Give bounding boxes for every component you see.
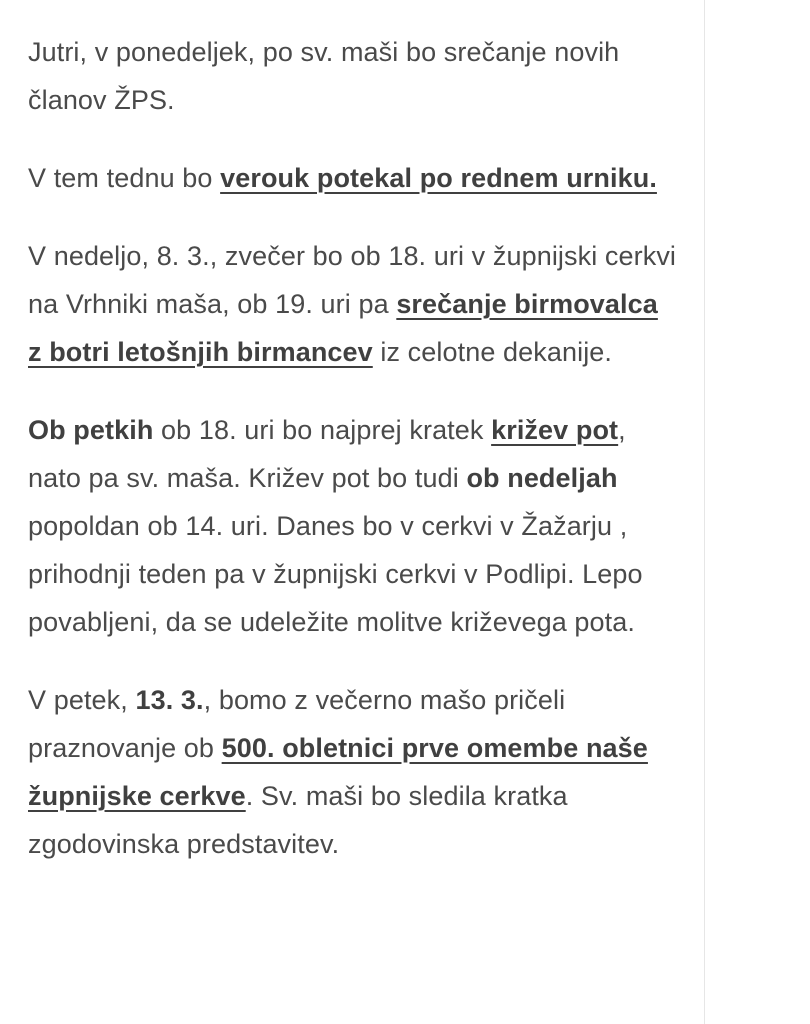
paragraph-text: V petek, — [28, 685, 136, 715]
paragraph-text: popoldan ob 14. uri. Danes bo v cerkvi v Žažarju , prihodnji teden pa v župnijski cerkvi v Podlipi. Lepo povabljeni, da se udeležite molitve križevega pota. — [28, 511, 643, 637]
paragraph-text: iz celotne dekanije. — [372, 337, 613, 367]
paragraph-text: V nedeljo, 8. 3., zvečer bo ob 18. uri v župnijski cerkvi na Vrhniki maša, ob 19. uri pa — [28, 241, 677, 319]
anniversary-link[interactable]: 500. obletnici prve omembe naše župnijske cerkve — [28, 733, 648, 811]
paragraph-anniversary — [28, 676, 678, 868]
paragraph-text: Jutri, v ponedeljek, po sv. maši bo srečanje novih članov ŽPS. — [28, 37, 620, 115]
fridays-emphasis: Ob petkih — [28, 415, 154, 445]
paragraph-text: . Sv. maši bo sledila kratka zgodovinska predstavitev. — [28, 781, 568, 859]
paragraph-text: , bomo z večerno mašo pričeli praznovanje ob — [28, 685, 566, 763]
date-emphasis: 13. 3. — [135, 685, 204, 715]
paragraph-zps-meeting — [28, 28, 678, 124]
paragraph-confirmation-meeting — [28, 232, 678, 376]
article-body — [28, 28, 678, 898]
stations-of-cross-link[interactable]: križev pot — [491, 415, 619, 445]
paragraph-text: , nato pa sv. maša. Križev pot bo tudi — [28, 415, 626, 493]
paragraph-stations-of-cross — [28, 406, 678, 646]
sundays-emphasis: ob nedeljah — [466, 463, 618, 493]
paragraph-text: ob 18. uri bo najprej kratek — [153, 415, 492, 445]
catechism-schedule-link[interactable]: verouk potekal po rednem urniku. — [220, 163, 657, 193]
paragraph-catechism — [28, 154, 678, 202]
confirmation-meeting-link[interactable]: srečanje birmovalca z botri letošnjih birmancev — [28, 289, 658, 367]
sidebar-divider — [704, 0, 705, 1024]
paragraph-text: V tem tednu bo — [28, 163, 221, 193]
